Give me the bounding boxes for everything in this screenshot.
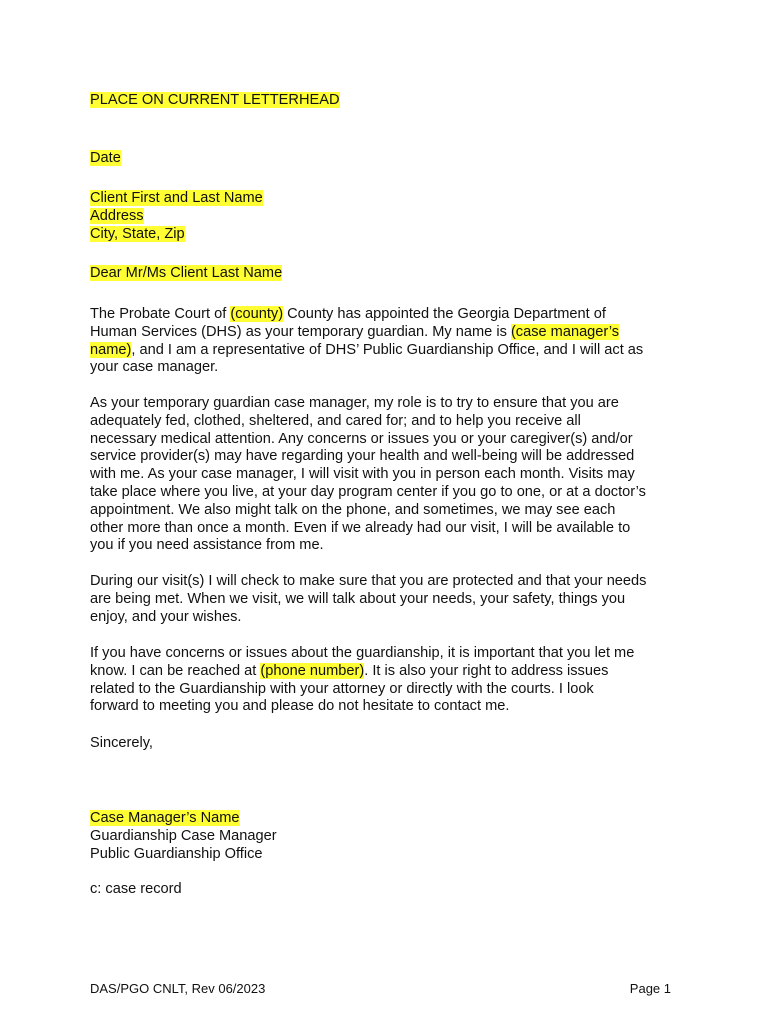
paragraph-line: necessary medical attention. Any concerns or issues you or your caregiver(s) and/or (90, 430, 633, 447)
paragraph-line: you if you need assistance from me. (90, 537, 324, 554)
case-manager-placeholder: (case manager’s (510, 323, 620, 340)
closing (90, 735, 670, 753)
case-manager-name-placeholder: Case Manager’s Name (90, 810, 240, 826)
address-block (90, 190, 670, 243)
paragraph-line: enjoy, and your wishes. (90, 608, 242, 625)
paragraph-line: other more than once a month. Even if we already had our visit, I will be available to (90, 519, 631, 536)
footer-form-id: DAS/PGO CNLT, Rev 06/2023 (90, 981, 266, 996)
paragraph-text: know. I can be reached at (90, 662, 261, 679)
paragraph-line: As your temporary guardian case manager, my role is to try to ensure that you are (90, 395, 619, 411)
signature-block (90, 810, 670, 863)
paragraph-line: forward to meeting you and please do not hesitate to contact me. (90, 698, 510, 715)
paragraph-line: During our visit(s) I will check to make sure that you are protected and that your needs (90, 573, 647, 589)
phone-number-placeholder: (phone number) (260, 662, 365, 679)
paragraph-role (90, 395, 670, 555)
paragraph-line: take place where you live, at your day program center if you go to one, or at a doctor’s (90, 483, 646, 500)
paragraph-text: Human Services (DHS) as your temporary guardian. My name is (90, 323, 511, 340)
paragraph-line: appointment. We also might talk on the phone, and sometimes, we may see each (90, 501, 616, 518)
county-placeholder: (county) (230, 306, 284, 322)
paragraph-text: , and I am a representative of DHS’ Public Guardianship Office, and I will act as (131, 341, 644, 358)
paragraph-visits (90, 573, 670, 626)
signature-office: Public Guardianship Office (90, 845, 263, 862)
paragraph-line: adequately fed, clothed, sheltered, and cared for; and to help you receive all (90, 412, 581, 429)
paragraph-appointment (90, 306, 670, 377)
signature-title: Guardianship Case Manager (90, 827, 277, 844)
paragraph-contact (90, 645, 670, 716)
client-city-state-zip: City, State, Zip (90, 225, 185, 242)
paragraph-line: with me. As your case manager, I will visit with you in person each month. Visits may (90, 466, 635, 483)
date-text: Date (90, 150, 121, 166)
date-line (90, 150, 670, 168)
paragraph-text: The Probate Court of (90, 306, 231, 322)
client-address: Address (90, 207, 144, 224)
paragraph-line: your case manager. (90, 359, 219, 376)
closing-text: Sincerely, (90, 735, 153, 751)
letterhead-text: PLACE ON CURRENT LETTERHEAD (90, 92, 340, 108)
client-name: Client First and Last Name (90, 190, 263, 206)
salutation (90, 265, 670, 283)
footer-page-number: Page 1 (629, 981, 671, 996)
paragraph-line: are being met. When we visit, we will talk about your needs, your safety, things you (90, 590, 626, 607)
letterhead-placeholder (90, 92, 670, 110)
carbon-copy (90, 881, 670, 899)
paragraph-line: If you have concerns or issues about the guardianship, it is important that you let me (90, 645, 635, 661)
cc-text: c: case record (90, 881, 182, 897)
case-manager-placeholder-cont: name) (90, 341, 132, 358)
paragraph-line: related to the Guardianship with your attorney or directly with the courts. I look (90, 680, 594, 697)
paragraph-text: County has appointed the Georgia Department of (283, 306, 606, 322)
salutation-text: Dear Mr/Ms Client Last Name (90, 265, 283, 281)
paragraph-line: service provider(s) may have regarding your health and well-being will be addressed (90, 448, 635, 465)
paragraph-text: . It is also your right to address issues (364, 662, 609, 679)
